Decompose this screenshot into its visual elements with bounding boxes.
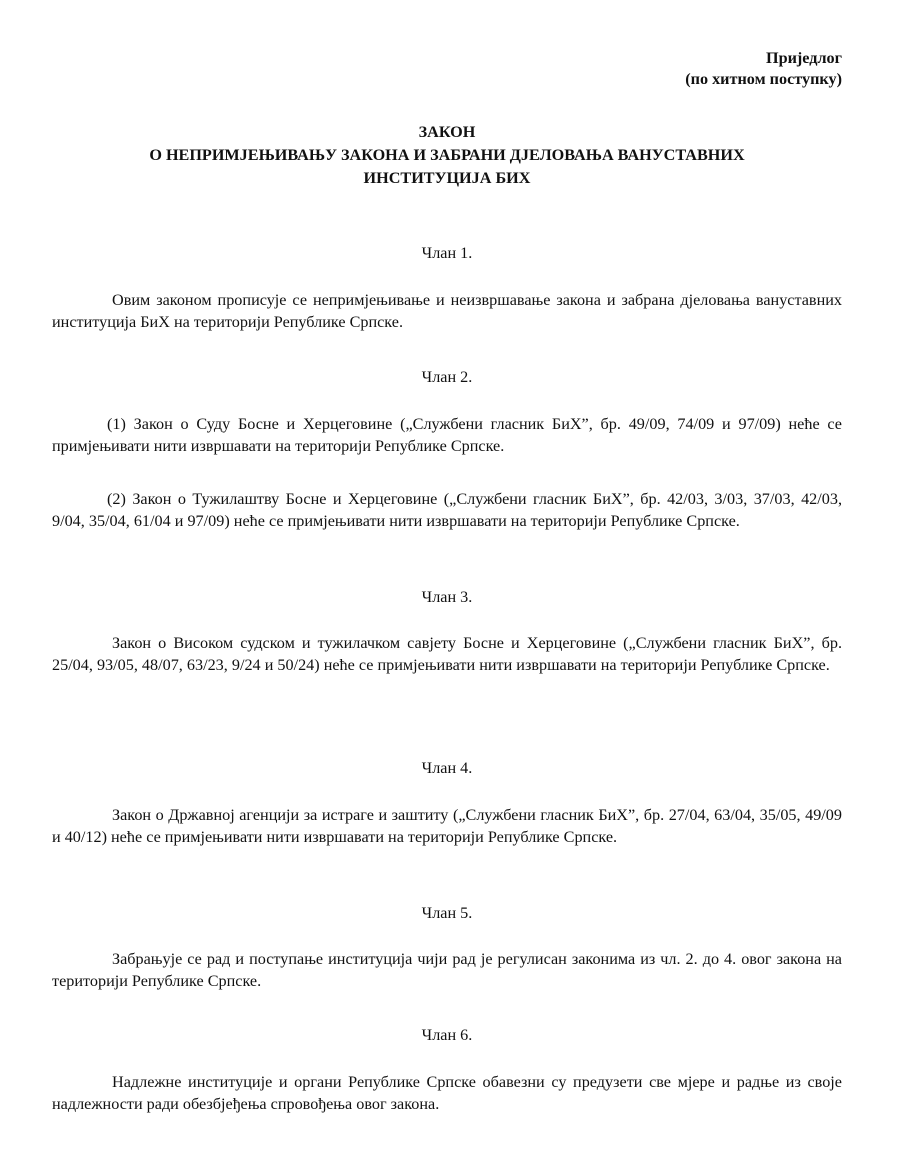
article-5-heading: Члан 5. — [421, 904, 473, 922]
article-5-paragraph: Забрањује се рад и поступање институција чији рад је регулисан законима из чл. 2. до 4. овог закона на територији Републике Српске. — [52, 950, 842, 990]
law-title-line-1: ЗАКОН — [418, 123, 476, 141]
article-4-paragraph: Закон о Државној агенцији за истраге и заштиту („Службени гласник БиХ”, бр. 27/04, 63/04, 35/05, 49/09 и 40/12) неће се примјењивати нити извршавати на територији Републике Српске. — [52, 806, 842, 846]
article-1-paragraph: Овим законом прописује се непримјењивање и неизвршавање закона и забрана дјеловања вануставних институција БиХ на територији Републике Српске. — [52, 291, 842, 331]
article-2-paragraph-1: (1) Закон о Суду Босне и Херцеговине („Службени гласник БиХ”, бр. 49/09, 74/09 и 97/09) неће се примјењивати нити извршавати на територији Републике Српске. — [52, 415, 842, 455]
article-6-heading: Члан 6. — [421, 1026, 473, 1044]
article-2-paragraph-2: (2) Закон о Тужилаштву Босне и Херцеговине („Службени гласник БиХ”, бр. 42/03, 3/03, 37/03, 42/03, 9/04, 35/04, 61/04 и 97/09) неће се примјењивати нити извршавати на територији Републике Српске. — [52, 490, 842, 530]
article-6-paragraph: Надлежне институције и органи Републике Српске обавезни су предузети све мјере и радње из своје надлежности ради обезбјеђења спровођења овог закона. — [52, 1073, 842, 1113]
law-title — [52, 121, 842, 190]
urgent-procedure-label: (по хитном поступку) — [685, 70, 842, 88]
article-2-heading: Члан 2. — [421, 368, 473, 386]
article-4-heading: Члан 4. — [421, 759, 473, 777]
proposal-note — [685, 48, 842, 90]
article-1-heading: Члан 1. — [421, 244, 473, 262]
law-title-line-3: ИНСТИТУЦИЈА БИХ — [363, 169, 531, 187]
article-3-paragraph: Закон о Високом судском и тужилачком савјету Босне и Херцеговине („Службени гласник БиХ”, бр. 25/04, 93/05, 48/07, 63/23, 9/24 и 50/24) неће се примјењивати нити извршавати на територији Републике Српске. — [52, 634, 842, 674]
proposal-label: Приједлог — [766, 49, 842, 67]
law-title-line-2: О НЕПРИМЈЕЊИВАЊУ ЗАКОНА И ЗАБРАНИ ДЈЕЛОВАЊА ВАНУСТАВНИХ — [149, 146, 745, 164]
article-3-heading: Члан 3. — [421, 588, 473, 606]
